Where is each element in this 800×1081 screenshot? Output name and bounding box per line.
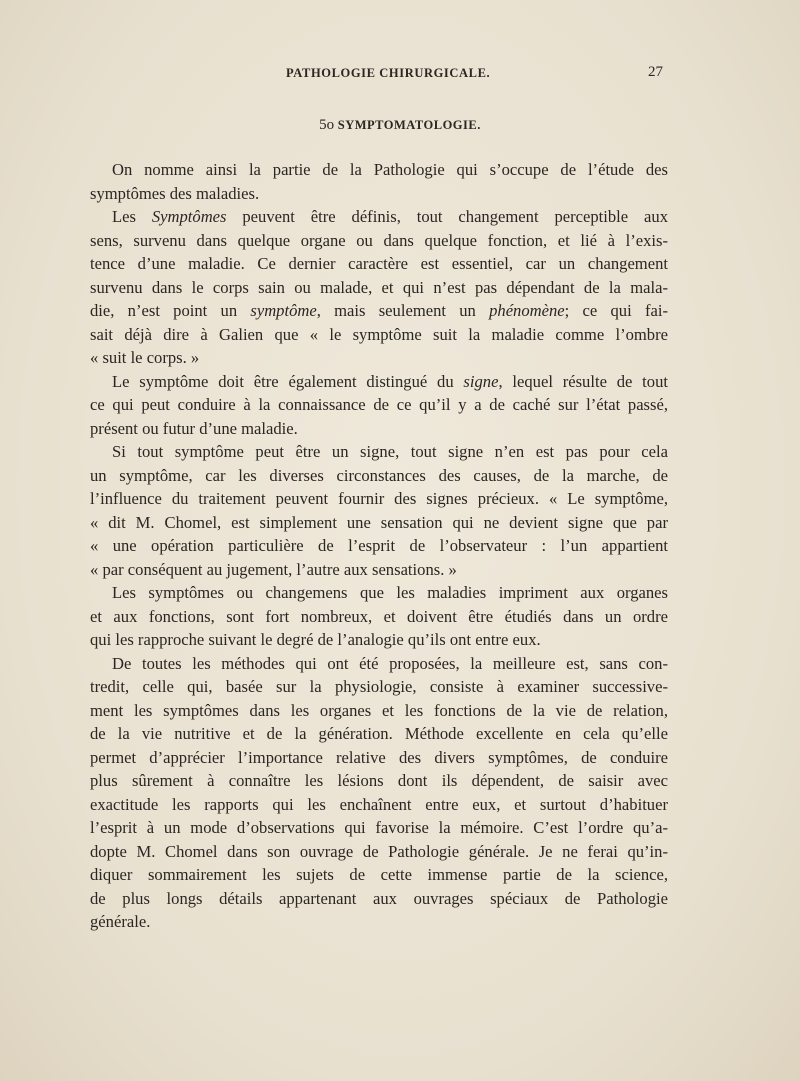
text-line: diquer sommairement les sujets de cette immense partie de la science,	[90, 865, 668, 884]
italic-term: signe	[463, 371, 499, 391]
italic-term: symptôme	[250, 301, 317, 320]
text-line: un symptôme, car les diverses circonstances des causes, de la marche, de	[90, 465, 668, 485]
text-line: sait déjà dire à Galien que « le symptôme suit la maladie comme l’ombre	[90, 324, 668, 344]
section-heading	[0, 117, 800, 134]
italic-term: Symptômes	[151, 207, 227, 226]
text-line: ce qui peut conduire à la connaissance de ce qu’il y a de caché sur l’état passé,	[90, 395, 668, 414]
text-line: de la vie nutritive et de la génération. Méthode excellente en cela qu’elle	[90, 724, 668, 743]
text-line: permet d’apprécier l’importance relative des divers symptômes, de conduire	[90, 747, 668, 767]
text-line: Si tout symptôme peut être un signe, tout signe n’en est pas pour cela	[112, 442, 668, 461]
text-line: l’influence du traitement peuvent fournir des signes précieux. « Le symptôme,	[90, 489, 668, 508]
text-line: symptômes des maladies.	[90, 183, 260, 203]
text-line: survenu dans le corps sain ou malade, et qui n’est pas dépendant de la mala-	[90, 277, 668, 297]
text-line: « par conséquent au jugement, l’autre aux sensations. »	[90, 559, 457, 579]
text-line: die, n’est point un symptôme, mais seulement un phénomène; ce qui fai-	[90, 301, 668, 320]
text-line: De toutes les méthodes qui ont été proposées, la meilleure est, sans con-	[112, 653, 668, 673]
text-line: « dit M. Chomel, est simplement une sensation qui ne devient signe que par	[90, 512, 668, 532]
text-line: plus sûrement à connaître les lésions dont ils dépendent, de saisir avec	[90, 771, 668, 790]
text-line: sens, survenu dans quelque organe ou dans quelque fonction, et lié à l’exis-	[90, 230, 668, 250]
section-number: 5o	[319, 117, 335, 133]
section-title: SYMPTOMATOLOGIE.	[337, 118, 481, 132]
text-line: ment les symptômes dans les organes et les fonctions de la vie de relation,	[90, 700, 668, 720]
text-line: et aux fonctions, sont fort nombreux, et doivent être étudiés dans un ordre	[90, 606, 668, 626]
running-title: PATHOLOGIE CHIRURGICALE.	[286, 66, 491, 80]
text-line: qui les rapproche suivant le degré de l’analogie qu’ils ont entre eux.	[90, 630, 541, 649]
text-line: tence d’une maladie. Ce dernier caractère est essentiel, car un changement	[90, 254, 668, 273]
body-text	[90, 158, 668, 934]
text-line: exactitude les rapports qui les enchaînent entre eux, et surtout d’habituer	[90, 794, 668, 814]
text-line: « une opération particulière de l’esprit de l’observateur : l’un appartient	[90, 536, 668, 555]
text-line: l’esprit à un mode d’observations qui favorise la mémoire. C’est l’ordre qu’a-	[90, 818, 668, 837]
italic-term: phénomène	[489, 301, 565, 320]
text-line: générale.	[90, 912, 151, 931]
text-line: Le symptôme doit être également distingué du signe, lequel résulte de tout	[112, 371, 668, 391]
text-line: On nomme ainsi la partie de la Pathologie qui s’occupe de l’étude des	[112, 160, 668, 179]
text-line: Les Symptômes peuvent être définis, tout changement perceptible aux	[112, 207, 668, 226]
text-line: tredit, celle qui, basée sur la physiologie, consiste à examiner successive-	[90, 677, 668, 696]
text-line: de plus longs détails appartenant aux ouvrages spéciaux de Pathologie	[90, 888, 668, 908]
text-line: « suit le corps. »	[90, 348, 200, 367]
text-line: présent ou futur d’une maladie.	[90, 418, 298, 438]
text-line: Les symptômes ou changemens que les maladies impriment aux organes	[112, 583, 668, 602]
page-number: 27	[648, 64, 663, 80]
text-line: dopte M. Chomel dans son ouvrage de Pathologie générale. Je ne ferai qu’in-	[90, 841, 668, 861]
running-head	[0, 66, 800, 86]
